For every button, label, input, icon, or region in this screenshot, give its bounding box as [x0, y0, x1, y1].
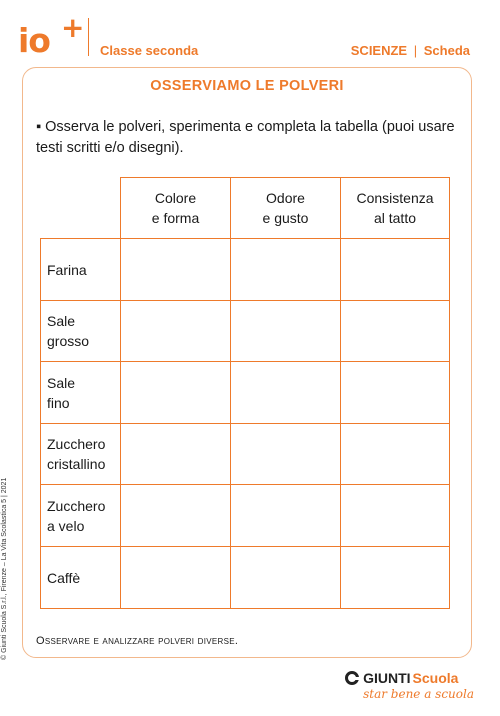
- instruction-text: Osserva le polveri, sperimenta e completa la tabella (puoi usare testi scritti e/o disegni).: [36, 119, 455, 156]
- row-header-line1: Caffè: [47, 569, 81, 586]
- row-header-zucchero-cristallino: [40, 423, 121, 485]
- table-cell[interactable]: [340, 484, 450, 547]
- table-cell[interactable]: [120, 361, 231, 424]
- table-cell[interactable]: [230, 361, 341, 424]
- column-header-line2: e forma: [151, 210, 200, 226]
- row-header-sale-fino: [40, 361, 121, 424]
- giunti-scuola-logo: [345, 670, 474, 701]
- table-cell[interactable]: [120, 423, 231, 485]
- column-header-texture: [340, 177, 450, 239]
- table-cell[interactable]: [340, 361, 450, 424]
- table-cell[interactable]: [230, 546, 341, 609]
- table-cell[interactable]: [120, 238, 231, 301]
- io-logo: [18, 11, 85, 60]
- brand-line: [345, 670, 474, 686]
- column-header-line1: Odore: [266, 190, 305, 206]
- logo-text: io: [18, 21, 50, 60]
- row-header-line2: fino: [47, 394, 70, 411]
- row-header-line1: Zucchero: [47, 497, 106, 514]
- row-header-line2: cristallino: [47, 456, 106, 472]
- table-cell[interactable]: [340, 238, 450, 301]
- table-cell[interactable]: [120, 300, 231, 362]
- table-cell[interactable]: [340, 300, 450, 362]
- doc-type-label: Scheda: [423, 43, 470, 58]
- row-header-caffe: [40, 546, 121, 609]
- column-header-line1: Consistenza: [356, 190, 434, 206]
- row-header-sale-grosso: [40, 300, 121, 362]
- class-label: Classe seconda: [100, 43, 199, 58]
- brand-tagline: star bene a scuola: [363, 687, 474, 701]
- row-header-line2: grosso: [47, 333, 90, 349]
- learning-objective: Osservare e analizzare polveri diverse.: [36, 635, 239, 647]
- brand-accent: Scuola: [412, 670, 459, 686]
- row-header-line1: Sale: [47, 313, 76, 329]
- subject-label: SCIENZE: [350, 43, 408, 58]
- copyright-credit: © Giunti Scuola S.r.l., Firenze – La Vita Scolastica 5 | 2021: [1, 477, 8, 660]
- column-header-color: [120, 177, 231, 239]
- row-header-line1: Farina: [47, 261, 87, 278]
- table-cell[interactable]: [230, 300, 341, 362]
- instruction: [36, 117, 456, 159]
- brand-name: GIUNTI: [363, 670, 411, 686]
- table-cell[interactable]: [120, 484, 231, 547]
- header-divider: [88, 18, 89, 56]
- row-header-line2: a velo: [47, 517, 85, 534]
- column-header-line1: Colore: [154, 190, 197, 206]
- table-cell[interactable]: [230, 238, 341, 301]
- table-cell[interactable]: [120, 546, 231, 609]
- column-header-line2: e gusto: [262, 210, 309, 226]
- bullet-icon: ▪: [36, 119, 42, 135]
- column-header-smell: [230, 177, 341, 239]
- table-cell[interactable]: [230, 484, 341, 547]
- page-title: OSSERVIAMO LE POLVERI: [150, 78, 344, 94]
- table-cell[interactable]: [340, 546, 450, 609]
- brand-g-icon: [345, 671, 359, 685]
- column-header-line2: al tatto: [373, 210, 416, 226]
- row-header-zucchero-a-velo: [40, 484, 121, 547]
- logo-plus-icon: +: [61, 11, 85, 44]
- row-header-line1: Zucchero: [47, 436, 106, 452]
- table-cell[interactable]: [230, 423, 341, 485]
- header-separator: |: [413, 43, 418, 58]
- table-cell[interactable]: [340, 423, 450, 485]
- subject-header: [351, 43, 470, 58]
- row-header-farina: [40, 238, 121, 301]
- row-header-line1: Sale: [47, 374, 76, 391]
